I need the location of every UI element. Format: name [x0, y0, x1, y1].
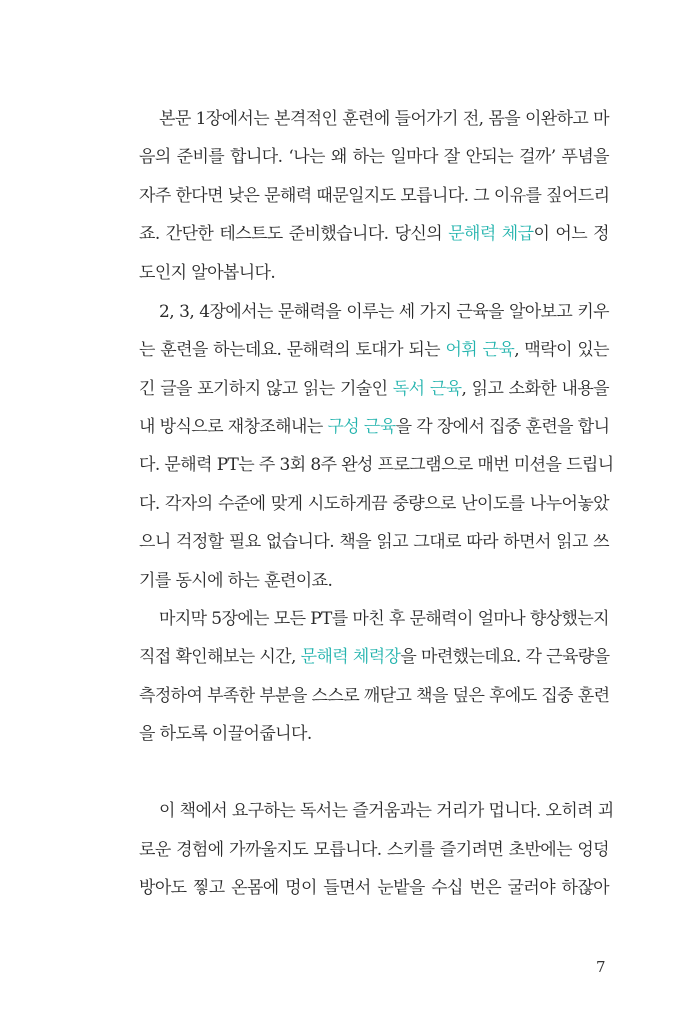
text-segment: 을 마련했는데요. 각 근육량을: [400, 647, 610, 667]
text-line: [139, 877, 609, 899]
text-line: [139, 454, 614, 476]
text-segment: 자주 한다면 낮은 문해력 때문일지도 모릅니다. 그 이유를 짚어드리: [139, 186, 610, 206]
highlighted-term: 어휘 근육: [445, 340, 515, 360]
highlighted-term: 독서 근육: [392, 379, 462, 399]
text-segment: 직접 확인해보는 시간,: [139, 647, 301, 667]
highlighted-term: 구성 근육: [327, 417, 396, 437]
text-line: [139, 646, 609, 668]
text-line: [139, 416, 609, 438]
text-segment: 마지막 5장에는 모든 PT를 마친 후 문해력이 얼마나 향상했는지: [159, 609, 609, 629]
text-line: [159, 608, 609, 630]
text-segment: 이 책에서 요구하는 독서는 즐거움과는 거리가 멉니다. 오히려 괴: [159, 801, 614, 821]
text-line: [139, 723, 609, 745]
text-segment: 내 방식으로 재창조해내는: [139, 417, 328, 437]
text-line: [139, 531, 609, 553]
page-number: 7: [596, 958, 606, 976]
highlighted-term: 문해력 체급: [448, 224, 534, 244]
text-line: [139, 839, 609, 861]
text-line: [139, 146, 609, 168]
text-line: [159, 108, 609, 130]
text-segment: , 맥락이 있는: [514, 340, 609, 360]
text-segment: 측정하여 부족한 부분을 스스로 깨닫고 책을 덮은 후에도 집중 훈련: [139, 686, 610, 706]
text-segment: , 읽고 소화한 내용을: [461, 379, 609, 399]
highlighted-term: 문해력 체력장: [300, 647, 401, 667]
text-segment: 기를 동시에 하는 훈련이죠.: [139, 571, 333, 591]
text-segment: 다. 각자의 수준에 맞게 시도하게끔 중량으로 난이도를 나누어놓았: [139, 494, 609, 514]
text-line: [159, 301, 609, 323]
text-segment: 이 어느 정: [533, 224, 609, 244]
text-line: [139, 262, 609, 284]
text-segment: 긴 글을 포기하지 않고 읽는 기술인: [139, 379, 393, 399]
text-segment: 다. 문해력 PT는 주 3회 8주 완성 프로그램으로 매번 미션을 드립니: [139, 455, 614, 475]
text-segment: 도인지 알아봅니다.: [139, 263, 276, 283]
text-line: [139, 339, 609, 361]
text-segment: 죠. 간단한 테스트도 준비했습니다. 당신의: [139, 224, 449, 244]
text-segment: 으니 걱정할 필요 없습니다. 책을 읽고 그대로 따라 하면서 읽고 쓰: [139, 532, 609, 552]
text-line: [139, 493, 609, 515]
text-line: [139, 223, 609, 245]
text-segment: 을 각 장에서 집중 훈련을 합니: [395, 417, 610, 437]
text-line: [139, 570, 609, 592]
text-segment: 2, 3, 4장에서는 문해력을 이루는 세 가지 근육을 알아보고 키우: [159, 302, 609, 322]
text-segment: 방아도 찧고 온몸에 멍이 들면서 눈밭을 수십 번은 굴러야 하잖아: [139, 878, 609, 898]
text-segment: 로운 경험에 가까울지도 모릅니다. 스키를 즐기려면 초반에는 엉덩: [139, 840, 609, 860]
text-segment: 는 훈련을 하는데요. 문해력의 토대가 되는: [139, 340, 446, 360]
text-segment: 음의 준비를 합니다. ‘나는 왜 하는 일마다 잘 안되는 걸까’ 푸념을: [139, 147, 609, 167]
text-line: [139, 685, 609, 707]
text-line: [139, 185, 609, 207]
text-segment: 본문 1장에서는 본격적인 훈련에 들어가기 전, 몸을 이완하고 마: [159, 109, 609, 129]
text-line: [159, 800, 614, 822]
text-line: [139, 378, 609, 400]
text-segment: 을 하도록 이끌어줍니다.: [139, 724, 312, 744]
